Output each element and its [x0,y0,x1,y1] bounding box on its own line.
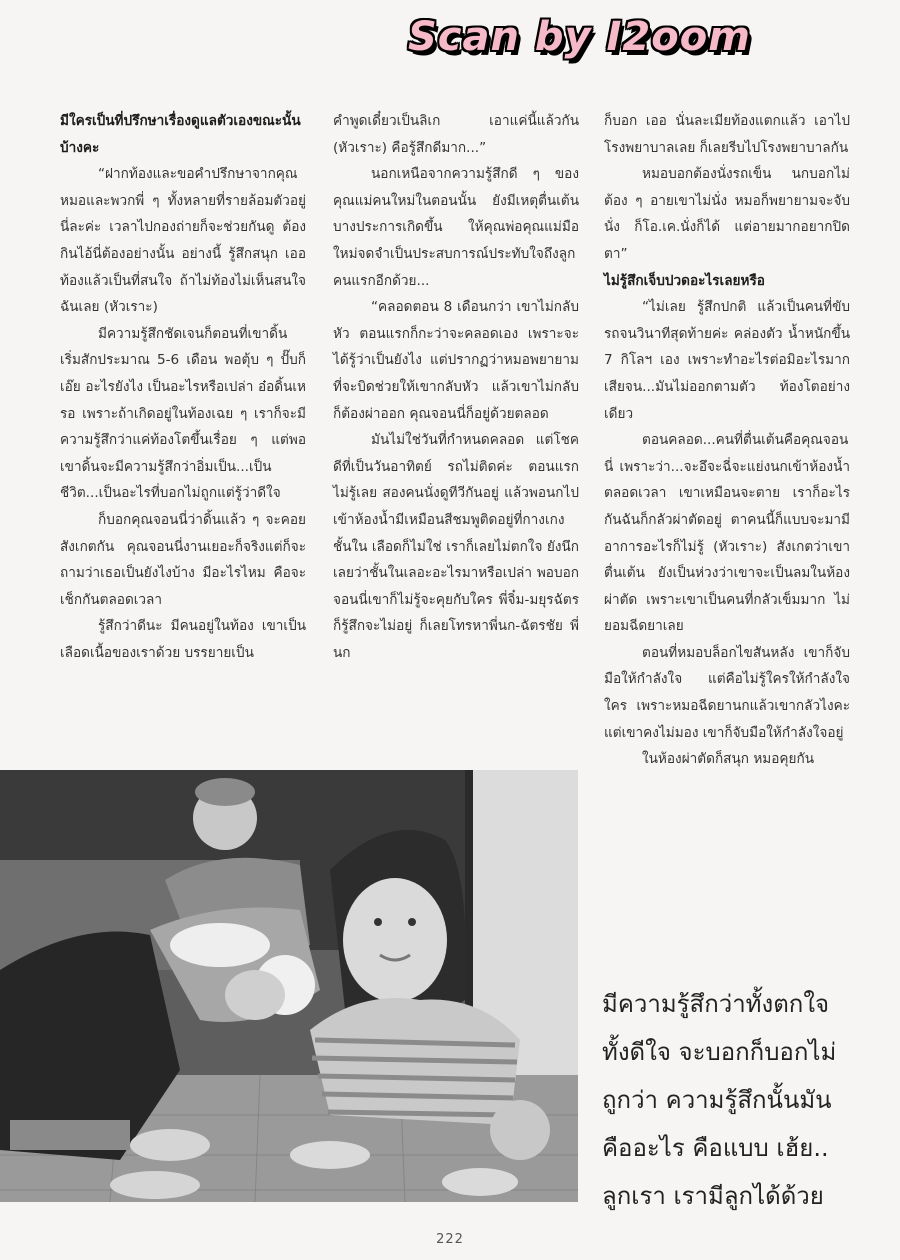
body-paragraph: มีความรู้สึกชัดเจนก็ตอนที่เขาดิ้นเริ่มสักประมาณ 5-6 เดือน พอตุ้บ ๆ ปั๊บก็เอ๊ย อะไรยังไง เป็นอะไรหรือเปล่า อ๋อดิ้นเหรอ เพราะถ้าเกิดอยู่ในท้องเฉย ๆ เราก็จะมีความรู้สึกว่าแค่ท้องโตขึ้นเรื่อย ๆ แต่พอเขาดิ้นจะมีความรู้สึกว่าอิ่มเป็น...เป็นชีวิต...เป็นอะไรที่บอกไม่ถูกแต่รู้ว่าดีใจ [60,325,306,502]
body-paragraph: นอกเหนือจากความรู้สึกดี ๆ ของคุณแม่คนใหม่ในตอนนั้น ยังมีเหตุตื่นเต้นบางประการเกิดขึ้น ให้คุณพ่อคุณแม่มือใหม่จดจำเป็นประสบการณ์ประทับใจถึงลูกคนแรกอีกด้วย... [333,166,579,289]
pull-quote-line: มีความรู้สึกว่าทั้งตกใจ [602,990,830,1018]
interview-question: ไม่รู้สึกเจ็บปวดอะไรเลยหรือ [604,272,765,289]
body-paragraph-continued: ก็บอก เออ นั่นละเมียท้องแตกแล้ว เอาไปโรงพยาบาลเลย ก็เลยรีบไปโรงพยาบาลกัน [604,113,850,156]
text-column-1 [60,108,306,666]
body-paragraph: ตอนที่หมอบล็อกไขสันหลัง เขาก็จับมือให้กำลังใจ แต่คือไม่รู้ใครให้กำลังใจใคร เพราะหมอฉีดยานกแล้วเขากลัวไงคะ แต่เขาคงไม่มอง เขาก็จับมือให้กำลังใจอยู่ [604,644,850,741]
body-paragraph: ตอนคลอด...คนที่ตื่นเต้นคือคุณจอนนี่ เพราะว่า...จะอึจะฉี่จะแย่งนกเข้าห้องน้ำตลอดเวลา เขาเหมือนจะตาย เราก็อะไรกันฉันก็กลัวผ่าตัดอยู่ ตาคนนี้ก็แบบจะมามีอาการอะไรก็ไม่รู้ (หัวเราะ) สังเกตว่าเขาตื่นเต้น ยังเป็นห่วงว่าเขาจะเป็นลมในห้องผ่าตัด เพราะเขาเป็นคนที่กลัวเข็มมาก ไม่ยอมฉีดยาเลย [604,432,850,635]
pull-quote-line: ทั้งดีใจ จะบอกก็บอกไม่ [602,1038,837,1066]
text-column-3 [604,108,850,773]
scan-watermark: Scan by I2oom [408,14,751,60]
body-paragraph: “คลอดตอน 8 เดือนกว่า เขาไม่กลับหัว ตอนแรกก็กะว่าจะคลอดเอง เพราะจะได้รู้ว่าเป็นยังไง แต่ปรากฏว่าหมอพยายามที่จะบิดช่วยให้เขากลับหัว แล้วเขาไม่กลับ ก็ต้องผ่าออก คุณจอนนี่ก็อยู่ด้วยตลอด [333,299,579,422]
pull-quote-line: ถูกว่า ความรู้สึกนั้นมัน [602,1086,832,1114]
text-column-2 [333,108,579,666]
children-photo [0,770,578,1202]
page-number: 222 [436,1232,464,1247]
pull-quote-line: ลูกเรา เรามีลูกได้ด้วย [602,1182,824,1210]
pull-quote-line: คืออะไร คือแบบ เฮ้ย.. [602,1134,829,1162]
body-paragraph: มันไม่ใช่วันที่กำหนดคลอด แต่โชคดีที่เป็นวันอาทิตย์ รถไม่ติดค่ะ ตอนแรกไม่รู้เลย สองคนนั่งดูทีวีกันอยู่ แล้วพอนกไปเข้าห้องน้ำมีเหมือนสีชมพูติดอยู่ที่กางเกงชั้นใน เลือดก็ไม่ใช่ เราก็เลยไม่ตกใจ ยังนึกเลยว่าชั้นในเลอะอะไรมาหรือเปล่า พอบอกจอนนี่เขาก็ไม่รู้จะคุยกับใคร พี่จิ๋ม-มยุรฉัตรก็รู้สึกจะไม่อยู่ ก็เลยโทรหาพี่นก-ฉัตรชัย พี่นก [333,432,579,661]
pull-quote [602,980,882,1220]
photo-illustration [0,770,578,1202]
body-paragraph: “ฝากท้องและขอคำปรึกษาจากคุณหมอและพวกพี่ ๆ ทั้งหลายที่รายล้อมตัวอยู่นี่ละค่ะ เวลาไปกองถ่ายก็จะช่วยกันดู ต้องกินไอ้นี่ต้องอย่างนั้น อย่างนี้ รู้สึกสนุก เออท้องแล้วเป็นที่สนใจ ถ้าไม่ท้องไม่เห็นสนใจฉันเลย (หัวเราะ) [60,166,306,316]
body-paragraph-continued: คำพูดเดี๋ยวเป็นลิเก เอาแค่นี้แล้วกัน (หัวเราะ) คือรู้สึกดีมาก...” [333,113,579,156]
body-paragraph: “ไม่เลย รู้สึกปกติ แล้วเป็นคนที่ขับรถจนวินาทีสุดท้ายค่ะ คล่องตัว น้ำหนักขึ้น 7 กิโลฯ เอง เพราะทำอะไรต่อมิอะไรมากเสียจน...มันไม่ออกตามตัว ท้องโตอย่างเดียว [604,299,850,422]
body-paragraph: หมอบอกต้องนั่งรถเข็น นกบอกไม่ต้อง ๆ อายเขาไม่นั่ง หมอก็พยายามจะจับนั่ง ก็โอ.เค.นั่งก็ได้ แต่อายมากอยากปิดตา” [604,166,850,262]
body-paragraph: ในห้องผ่าตัดก็สนุก หมอคุยกัน [642,751,814,768]
body-paragraph: ก็บอกคุณจอนนี่ว่าดิ้นแล้ว ๆ จะคอยสังเกตกัน คุณจอนนี่งานเยอะก็จริงแต่ก็จะถามว่าเธอเป็นยังไงบ้าง มีอะไรไหม คือจะเช็กกันตลอดเวลา [60,511,306,608]
interview-question: มีใครเป็นที่ปรึกษาเรื่องดูแลตัวเองขณะนั้นบ้างคะ [60,113,301,156]
body-paragraph: รู้สึกว่าดีนะ มีคนอยู่ในท้อง เขาเป็นเลือดเนื้อของเราด้วย บรรยายเป็น [60,618,306,661]
